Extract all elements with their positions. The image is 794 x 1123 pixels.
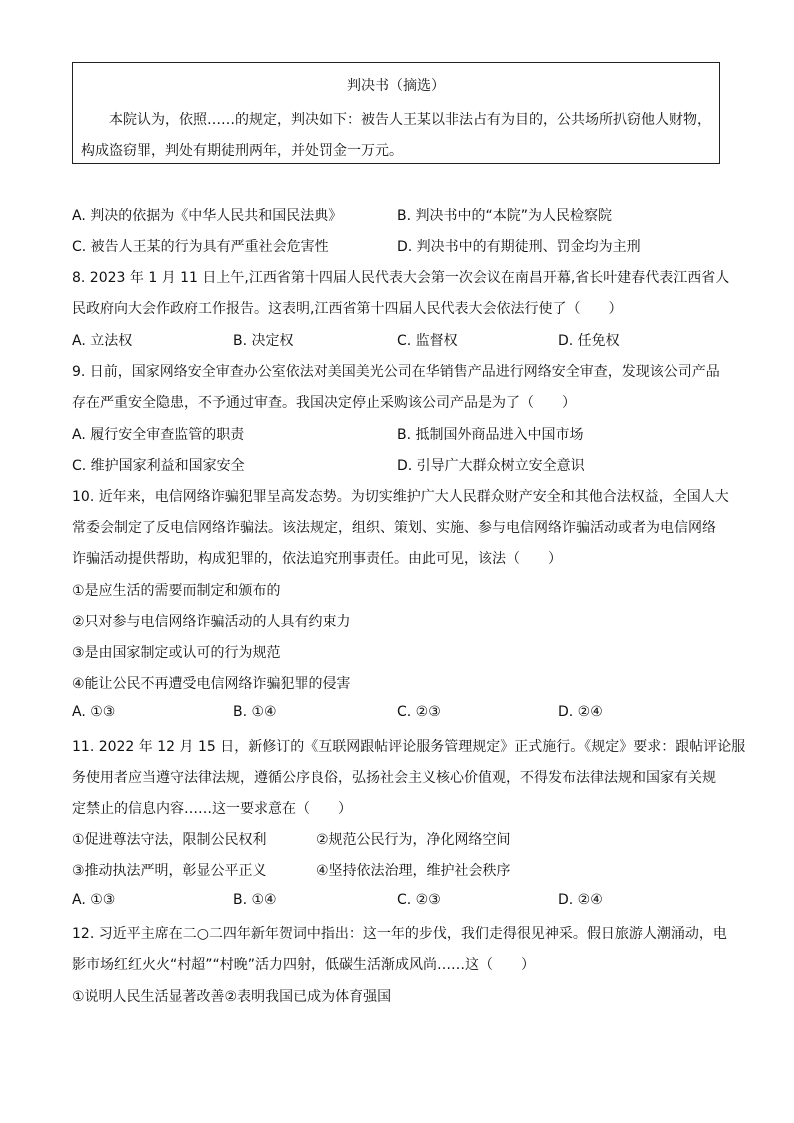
q8-option-d: D. 任免权 [558, 333, 620, 349]
q11-statement-4: ④坚持依法治理，维护社会秩序 [316, 863, 511, 879]
q7-option-b: B. 判决书中的“本院”为人民检察院 [397, 208, 613, 224]
q12-statements-1-2: ①说明人民生活显著改善②表明我国已成为体育强国 [72, 989, 392, 1005]
q10-option-b: B. ①④ [233, 704, 277, 720]
q11-stem-line-3: 定禁止的信息内容……这一要求意在（ ） [72, 801, 352, 817]
q10-option-a: A. ①③ [72, 704, 116, 720]
q11-statement-3: ③推动执法严明，彰显公平正义 [72, 863, 267, 879]
q10-option-c: C. ②③ [397, 704, 441, 720]
judgment-excerpt-box [72, 62, 720, 164]
q10-statement-3: ③是由国家制定或认可的行为规范 [72, 645, 281, 661]
q11-statement-2: ②规范公民行为，净化网络空间 [316, 832, 511, 848]
q9-stem-line-1: 9. 日前，国家网络安全审查办公室依法对美国美光公司在华销售产品进行网络安全审查，发现该公司产品 [72, 364, 720, 380]
q11-option-c: C. ②③ [397, 892, 441, 908]
q9-option-a: A. 履行安全审查监管的职责 [72, 427, 245, 443]
q11-stem-line-1: 11. 2022 年 12 月 15 日，新修订的《互联网跟帖评论服务管理规定》正式施行。《规定》要求：跟帖评论服 [72, 739, 746, 755]
judgment-body-line-1: 本院认为，依照……的规定，判决如下：被告人王某以非法占有为目的，公共场所扒窃他人财物， [109, 112, 711, 128]
q8-option-b: B. 决定权 [233, 333, 294, 349]
q10-option-d: D. ②④ [558, 704, 603, 720]
q8-stem-line-1: 8. 2023 年 1 月 11 日上午,江西省第十四届人民代表大会第一次会议在南昌开幕,省长叶建春代表江西省人 [72, 270, 730, 286]
q8-option-c: C. 监督权 [397, 333, 458, 349]
q9-option-c: C. 维护国家利益和国家安全 [72, 458, 245, 474]
q9-stem-line-2: 存在严重安全隐患，不予通过审查。我国决定停止采购该公司产品是为了（ ） [72, 395, 576, 411]
judgment-body [81, 105, 711, 167]
q10-statement-2: ②只对参与电信网络诈骗活动的人具有约束力 [72, 614, 351, 630]
q11-option-d: D. ②④ [558, 892, 603, 908]
q11-statement-1: ①促进尊法守法，限制公民权利 [72, 832, 267, 848]
q9-option-b: B. 抵制国外商品进入中国市场 [397, 427, 584, 443]
q12-stem-line-2: 影市场红红火火“村超”“村晚”活力四射，低碳生活渐成风尚……这（ ） [72, 957, 536, 973]
judgment-body-line-2: 构成盗窃罪，判处有期徒刑两年，并处罚金一万元。 [81, 143, 403, 159]
q10-statement-4: ④能让公民不再遭受电信网络诈骗犯罪的侵害 [72, 676, 351, 692]
q8-option-a: A. 立法权 [72, 333, 133, 349]
q10-stem-line-2: 常委会制定了反电信网络诈骗法。该法规定，组织、策划、实施、参与电信网络诈骗活动或者为电信网络 [72, 520, 716, 536]
q8-stem-line-2: 民政府向大会作政府工作报告。这表明,江西省第十四届人民代表大会依法行使了（ ） [72, 301, 623, 317]
q7-option-d: D. 判决书中的有期徒刑、罚金均为主刑 [397, 239, 641, 255]
q9-option-d: D. 引导广大群众树立安全意识 [397, 458, 585, 474]
q10-stem-line-3: 诈骗活动提供帮助，构成犯罪的，依法追究刑事责任。由此可见，该法（ ） [72, 551, 562, 567]
q11-stem-line-2: 务使用者应当遵守法律法规，遵循公序良俗，弘扬社会主义核心价值观，不得发布法律法规和国家有关规 [72, 770, 716, 786]
q11-option-a: A. ①③ [72, 892, 116, 908]
q7-option-a: A. 判决的依据为《中华人民共和国民法典》 [72, 208, 343, 224]
q12-stem-line-1: 12. 习近平主席在二○二四年新年贺词中指出：这一年的步伐，我们走得很见神采。假日旅游人潮涌动，电 [72, 926, 727, 942]
judgment-title: 判决书（摘选） [347, 78, 445, 94]
q7-option-c: C. 被告人王某的行为具有严重社会危害性 [72, 239, 329, 255]
q11-option-b: B. ①④ [233, 892, 277, 908]
q10-statement-1: ①是应生活的需要而制定和颁布的 [72, 583, 281, 599]
q10-stem-line-1: 10. 近年来，电信网络诈骗犯罪呈高发态势。为切实维护广大人民群众财产安全和其他合法权益，全国人大 [72, 489, 729, 505]
